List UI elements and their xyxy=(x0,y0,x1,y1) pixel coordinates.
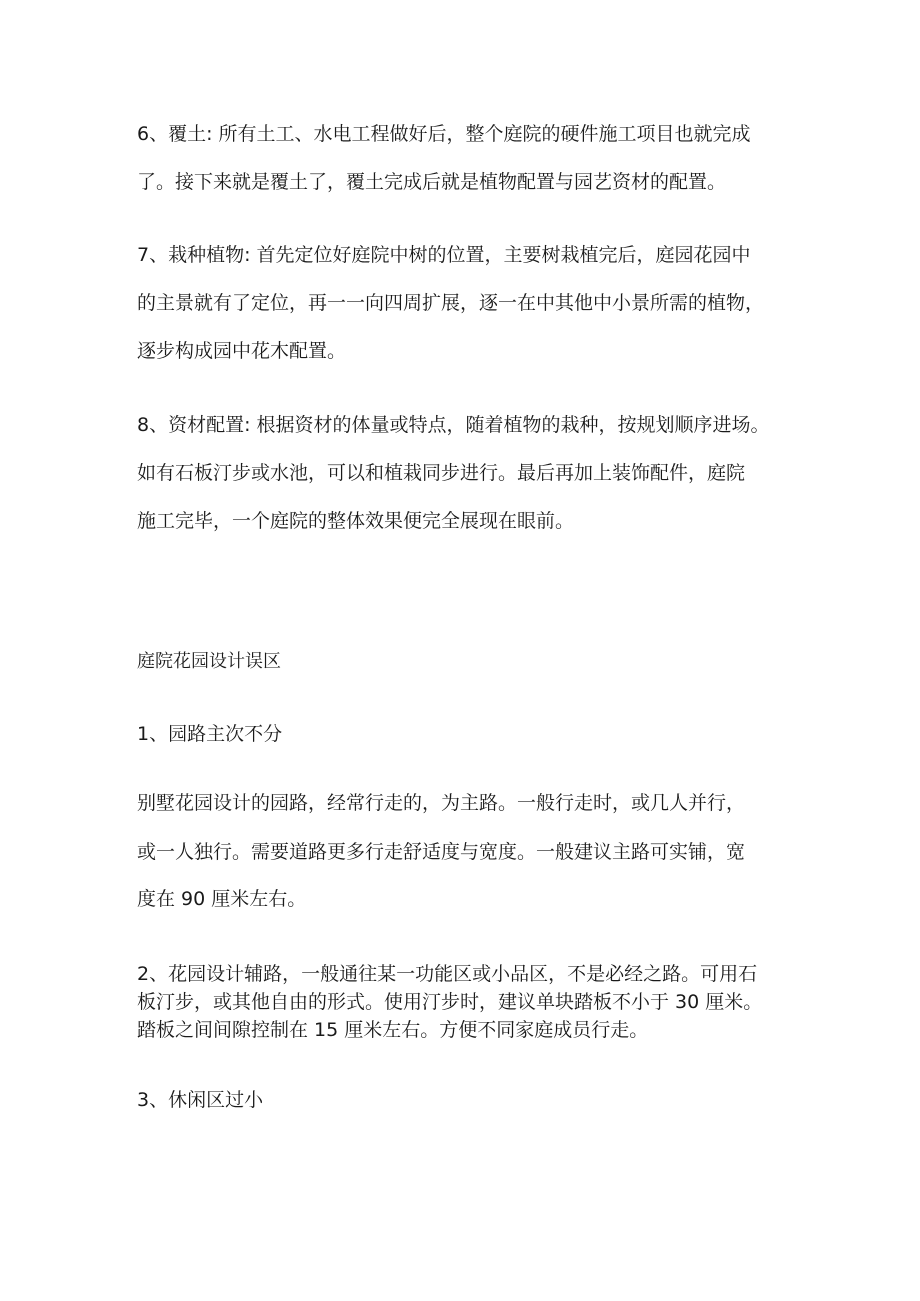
item1-line1: 别墅花园设计的园路，经常行走的，为主路。一般行走时，或几人并行， xyxy=(137,792,746,814)
para8-line2: 如有石板汀步或水池，可以和植栽同步进行。最后再加上装饰配件，庭院 xyxy=(137,462,746,484)
section-title: 庭院花园设计误区 xyxy=(137,651,281,672)
item2-line1: 2、花园设计辅路，一般通往某一功能区或小品区，不是必经之路。可用石 xyxy=(137,963,758,985)
para7-line1: 7、栽种植物: 首先定位好庭院中树的位置，主要树栽植完后，庭园花园中 xyxy=(137,244,751,266)
item1-line3: 度在 90 厘米左右。 xyxy=(137,888,307,910)
para7-line3: 逐步构成园中花木配置。 xyxy=(137,340,347,362)
para6-line1: 6、覆土: 所有土工、水电工程做好后，整个庭院的硬件施工项目也就完成 xyxy=(137,123,751,145)
item3-title: 3、休闲区过小 xyxy=(137,1089,264,1111)
para8-line3: 施工完毕，一个庭院的整体效果便完全展现在眼前。 xyxy=(137,510,575,532)
para6-line2: 了。接下来就是覆土了，覆土完成后就是植物配置与园艺资材的配置。 xyxy=(137,171,727,193)
para8-line1: 8、资材配置: 根据资材的体量或特点，随着植物的栽种，按规划顺序进场。 xyxy=(137,414,770,436)
item2-line2: 板汀步，或其他自由的形式。使用汀步时，建议单块踏板不小于 30 厘米。 xyxy=(137,991,763,1013)
item1-line2: 或一人独行。需要道路更多行走舒适度与宽度。一般建议主路可实铺，宽 xyxy=(137,841,746,863)
item1-title: 1、园路主次不分 xyxy=(137,723,283,745)
item2-line3: 踏板之间间隙控制在 15 厘米左右。方便不同家庭成员行走。 xyxy=(137,1019,649,1041)
para7-line2: 的主景就有了定位，再一一向四周扩展，逐一在中其他中小景所需的植物， xyxy=(137,292,765,314)
